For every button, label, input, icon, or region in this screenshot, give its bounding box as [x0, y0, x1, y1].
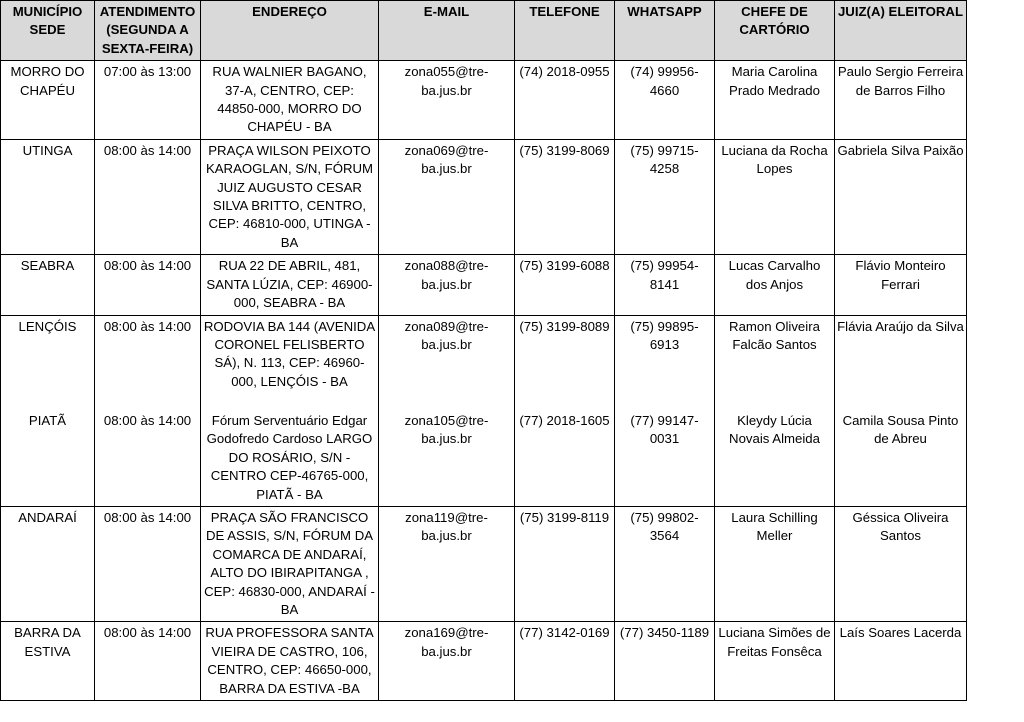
cell-telefone: (75) 3199-8089	[515, 315, 615, 410]
cell-atendimento: 08:00 às 14:00	[95, 315, 201, 410]
cell-email: zona169@tre-ba.jus.br	[379, 622, 515, 701]
cell-chefe: Luciana Simões de Freitas Fonsêca	[715, 622, 835, 701]
table-row	[1, 315, 967, 410]
cell-municipio: MORRO DO CHAPÉU	[1, 61, 95, 140]
cell-email: zona055@tre-ba.jus.br	[379, 61, 515, 140]
cell-chefe: Laura Schilling Meller	[715, 507, 835, 622]
cell-atendimento: 08:00 às 14:00	[95, 139, 201, 254]
cell-whatsapp: (75) 99895-6913	[615, 315, 715, 410]
cell-municipio: SEABRA	[1, 255, 95, 315]
cell-telefone: (74) 2018-0955	[515, 61, 615, 140]
header-atendimento: ATENDIMENTO (SEGUNDA A SEXTA-FEIRA)	[95, 1, 201, 61]
cell-endereco: PRAÇA WILSON PEIXOTO KARAOGLAN, S/N, FÓRUM JUIZ AUGUSTO CESAR SILVA BRITTO, CENTRO, CEP: 46810-000, UTINGA - BA	[201, 139, 379, 254]
table-row	[1, 410, 967, 507]
cell-whatsapp: (75) 99802-3564	[615, 507, 715, 622]
header-endereco: ENDEREÇO	[201, 1, 379, 61]
cell-municipio: PIATÃ	[1, 410, 95, 507]
table-row	[1, 622, 967, 701]
cell-chefe: Kleydy Lúcia Novais Almeida	[715, 410, 835, 507]
cell-atendimento: 08:00 às 14:00	[95, 507, 201, 622]
cell-atendimento: 08:00 às 14:00	[95, 410, 201, 507]
cell-chefe: Maria Carolina Prado Medrado	[715, 61, 835, 140]
cell-telefone: (75) 3199-6088	[515, 255, 615, 315]
cell-chefe: Ramon Oliveira Falcão Santos	[715, 315, 835, 410]
cell-whatsapp: (74) 99956-4660	[615, 61, 715, 140]
cell-municipio: LENÇÓIS	[1, 315, 95, 410]
table-row	[1, 507, 967, 622]
cell-municipio: BARRA DA ESTIVA	[1, 622, 95, 701]
header-juiz: JUIZ(A) ELEITORAL	[835, 1, 967, 61]
cell-chefe: Lucas Carvalho dos Anjos	[715, 255, 835, 315]
cell-telefone: (77) 2018-1605	[515, 410, 615, 507]
cell-atendimento: 07:00 às 13:00	[95, 61, 201, 140]
cell-municipio: ANDARAÍ	[1, 507, 95, 622]
cell-endereco: RODOVIA BA 144 (AVENIDA CORONEL FELISBERTO SÁ), N. 113, CEP: 46960-000, LENÇÓIS - BA	[201, 315, 379, 410]
cell-whatsapp: (77) 3450-1189	[615, 622, 715, 701]
cell-telefone: (75) 3199-8069	[515, 139, 615, 254]
cell-endereco: RUA PROFESSORA SANTA VIEIRA DE CASTRO, 106, CENTRO, CEP: 46650-000, BARRA DA ESTIVA -BA	[201, 622, 379, 701]
cell-email: zona069@tre-ba.jus.br	[379, 139, 515, 254]
cell-juiz: Camila Sousa Pinto de Abreu	[835, 410, 967, 507]
cell-municipio: UTINGA	[1, 139, 95, 254]
cell-whatsapp: (77) 99147-0031	[615, 410, 715, 507]
header-chefe: CHEFE DE CARTÓRIO	[715, 1, 835, 61]
cell-juiz: Géssica Oliveira Santos	[835, 507, 967, 622]
cell-atendimento: 08:00 às 14:00	[95, 255, 201, 315]
cell-email: zona105@tre-ba.jus.br	[379, 410, 515, 507]
header-whatsapp: WHATSAPP	[615, 1, 715, 61]
cell-endereco: RUA WALNIER BAGANO, 37-A, CENTRO, CEP: 44850-000, MORRO DO CHAPÉU - BA	[201, 61, 379, 140]
cell-email: zona088@tre-ba.jus.br	[379, 255, 515, 315]
cell-email: zona119@tre-ba.jus.br	[379, 507, 515, 622]
header-email: E-MAIL	[379, 1, 515, 61]
table-row	[1, 139, 967, 254]
table-row	[1, 61, 967, 140]
cell-juiz: Flávio Monteiro Ferrari	[835, 255, 967, 315]
cell-telefone: (75) 3199-8119	[515, 507, 615, 622]
cell-juiz: Flávia Araújo da Silva	[835, 315, 967, 410]
cell-juiz: Laís Soares Lacerda	[835, 622, 967, 701]
cell-whatsapp: (75) 99954-8141	[615, 255, 715, 315]
header-municipio: MUNICÍPIO SEDE	[1, 1, 95, 61]
cell-email: zona089@tre-ba.jus.br	[379, 315, 515, 410]
cell-endereco: Fórum Serventuário Edgar Godofredo Cardoso LARGO DO ROSÁRIO, S/N - CENTRO CEP-46765-000, PIATÃ - BA	[201, 410, 379, 507]
cell-telefone: (77) 3142-0169	[515, 622, 615, 701]
cell-juiz: Gabriela Silva Paixão	[835, 139, 967, 254]
header-row	[1, 1, 967, 61]
cell-endereco: RUA 22 DE ABRIL, 481, SANTA LÚZIA, CEP: 46900-000, SEABRA - BA	[201, 255, 379, 315]
cell-atendimento: 08:00 às 14:00	[95, 622, 201, 701]
cell-chefe: Luciana da Rocha Lopes	[715, 139, 835, 254]
cell-juiz: Paulo Sergio Ferreira de Barros Filho	[835, 61, 967, 140]
cell-endereco: PRAÇA SÃO FRANCISCO DE ASSIS, S/N, FÓRUM DA COMARCA DE ANDARAÍ, ALTO DO IBIRAPITANGA , CEP: 46830-000, ANDARAÍ - BA	[201, 507, 379, 622]
table-row	[1, 255, 967, 315]
cell-whatsapp: (75) 99715-4258	[615, 139, 715, 254]
header-telefone: TELEFONE	[515, 1, 615, 61]
